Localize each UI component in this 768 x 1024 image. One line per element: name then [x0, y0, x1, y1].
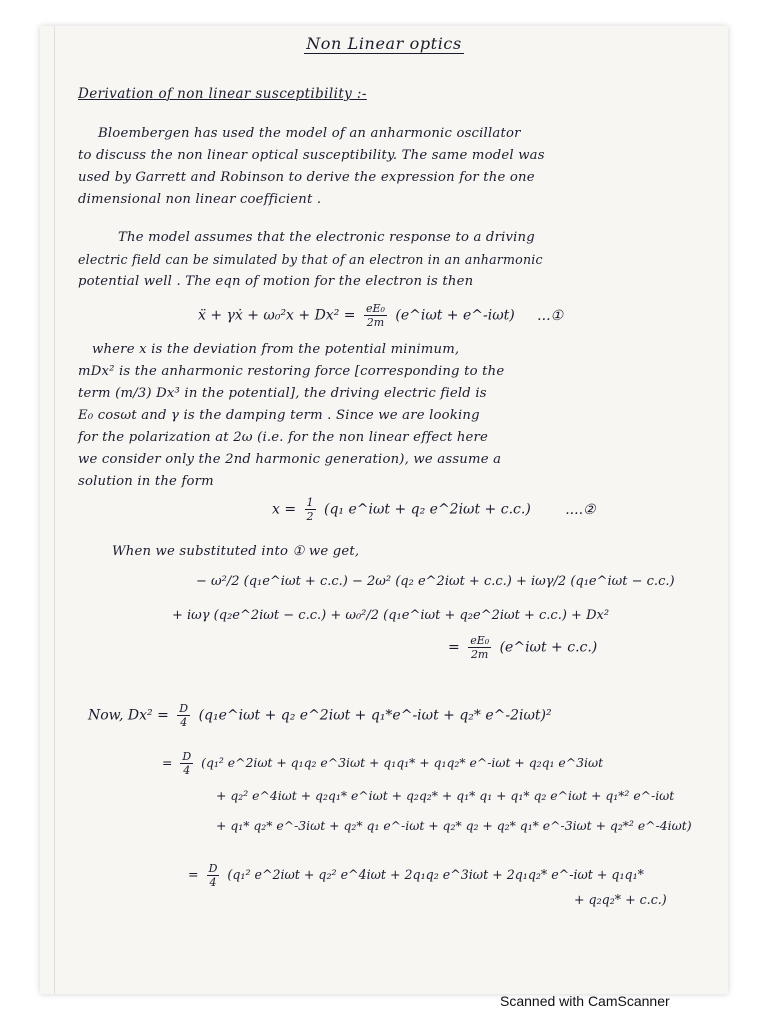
- para4-line1: When we substituted into ① we get,: [112, 544, 360, 559]
- para1-line1: Bloembergen has used the model of an anharmonic oscillator: [98, 126, 521, 141]
- eq2-fraction: $\frac{1}{2}$: [306, 496, 314, 523]
- final-line1: = $\frac{D}{4}$ (q₁² e^2iωt + q₂² e^4iωt + 2q₁q₂ e^3iωt + 2q₁q₂* e^-iωt + q₁q₁*: [188, 862, 644, 889]
- expansion-line3: + q₁* q₂* e^-3iωt + q₂* q₁ e^-iωt + q₂* q₂ + q₂* q₁* e^-3iωt + q₂*² e^-4iωt): [216, 818, 692, 833]
- para1-line3: used by Garrett and Robinson to derive the expression for the one: [78, 170, 535, 185]
- eq2-tag: ....②: [565, 501, 596, 518]
- camscanner-watermark: Scanned with CamScanner: [500, 993, 670, 1009]
- para2-line1: The model assumes that the electronic response to a driving: [118, 230, 535, 245]
- expansion-fraction: $\frac{D}{4}$: [182, 750, 192, 777]
- expansion-line2: + q₂² e^4iωt + q₂q₁* e^iωt + q₂q₂* + q₁* q₁ + q₁* q₂ e^iωt + q₁*² e^-iωt: [216, 788, 675, 803]
- final-line2: + q₂q₂* + c.c.): [574, 892, 667, 907]
- para2-line3: potential well . The eqn of motion for the electron is then: [78, 274, 474, 289]
- para3-line3: term (m/3) Dx³ in the potential], the driving electric field is: [78, 386, 487, 401]
- para3-line2: mDx² is the anharmonic restoring force [corresponding to the: [78, 364, 505, 379]
- equation-1: ẍ + γẋ + ω₀²x + Dx² = $\frac{\text{eE₀}}{2m}$ (e^iωt + e^-iωt) ...①: [198, 302, 564, 329]
- scanned-page: [40, 26, 728, 994]
- substitution-line1: − ω²/2 (q₁e^iωt + c.c.) − 2ω² (q₂ e^2iωt + c.c.) + iωγ/2 (q₁e^iωt − c.c.): [196, 574, 675, 589]
- para3-line1: where x is the deviation from the potential minimum,: [92, 342, 460, 357]
- para3-line7: solution in the form: [78, 474, 214, 489]
- eq1-tag: ...①: [537, 307, 564, 324]
- para3-line5: for the polarization at 2ω (i.e. for the non linear effect here: [78, 430, 489, 445]
- dx2-definition: Now, Dx² = $\frac{D}{4}$ (q₁e^iωt + q₂ e^2iωt + q₁*e^-iωt + q₂* e^-2iωt)²: [88, 702, 552, 729]
- section-heading: Derivation of non linear susceptibility :-: [78, 86, 367, 102]
- eq1-fraction: $\frac{\text{eE₀}}{2m}$: [365, 302, 385, 329]
- para3-line6: we consider only the 2nd harmonic generation), we assume a: [78, 452, 502, 467]
- final-fraction: $\frac{D}{4}$: [208, 862, 218, 889]
- expansion-line1: = $\frac{D}{4}$ (q₁² e^2iωt + q₁q₂ e^3iωt + q₁q₁* + q₁q₂* e^-iωt + q₂q₁ e^3iωt: [162, 750, 604, 777]
- sub-fraction: $\frac{\text{eE₀}}{2m}$: [470, 634, 490, 661]
- substitution-line3: = $\frac{\text{eE₀}}{2m}$ (e^iωt + c.c.): [448, 634, 598, 661]
- page-title: Non Linear optics: [306, 34, 462, 53]
- equation-2: x = $\frac{1}{2}$ (q₁ e^iωt + q₂ e^2iωt + c.c.) ....②: [272, 496, 596, 523]
- para1-line4: dimensional non linear coefficient .: [78, 192, 322, 207]
- dx2-fraction: $\frac{D}{4}$: [179, 702, 189, 729]
- para3-line4: E₀ cosωt and γ is the damping term . Since we are looking: [78, 408, 480, 423]
- substitution-line2: + iωγ (q₂e^2iωt − c.c.) + ω₀²/2 (q₁e^iωt + q₂e^2iωt + c.c.) + Dx²: [172, 608, 610, 623]
- para1-line2: to discuss the non linear optical susceptibility. The same model was: [78, 148, 545, 163]
- para2-line2: electric field can be simulated by that of an electron in an anharmonic: [78, 252, 543, 267]
